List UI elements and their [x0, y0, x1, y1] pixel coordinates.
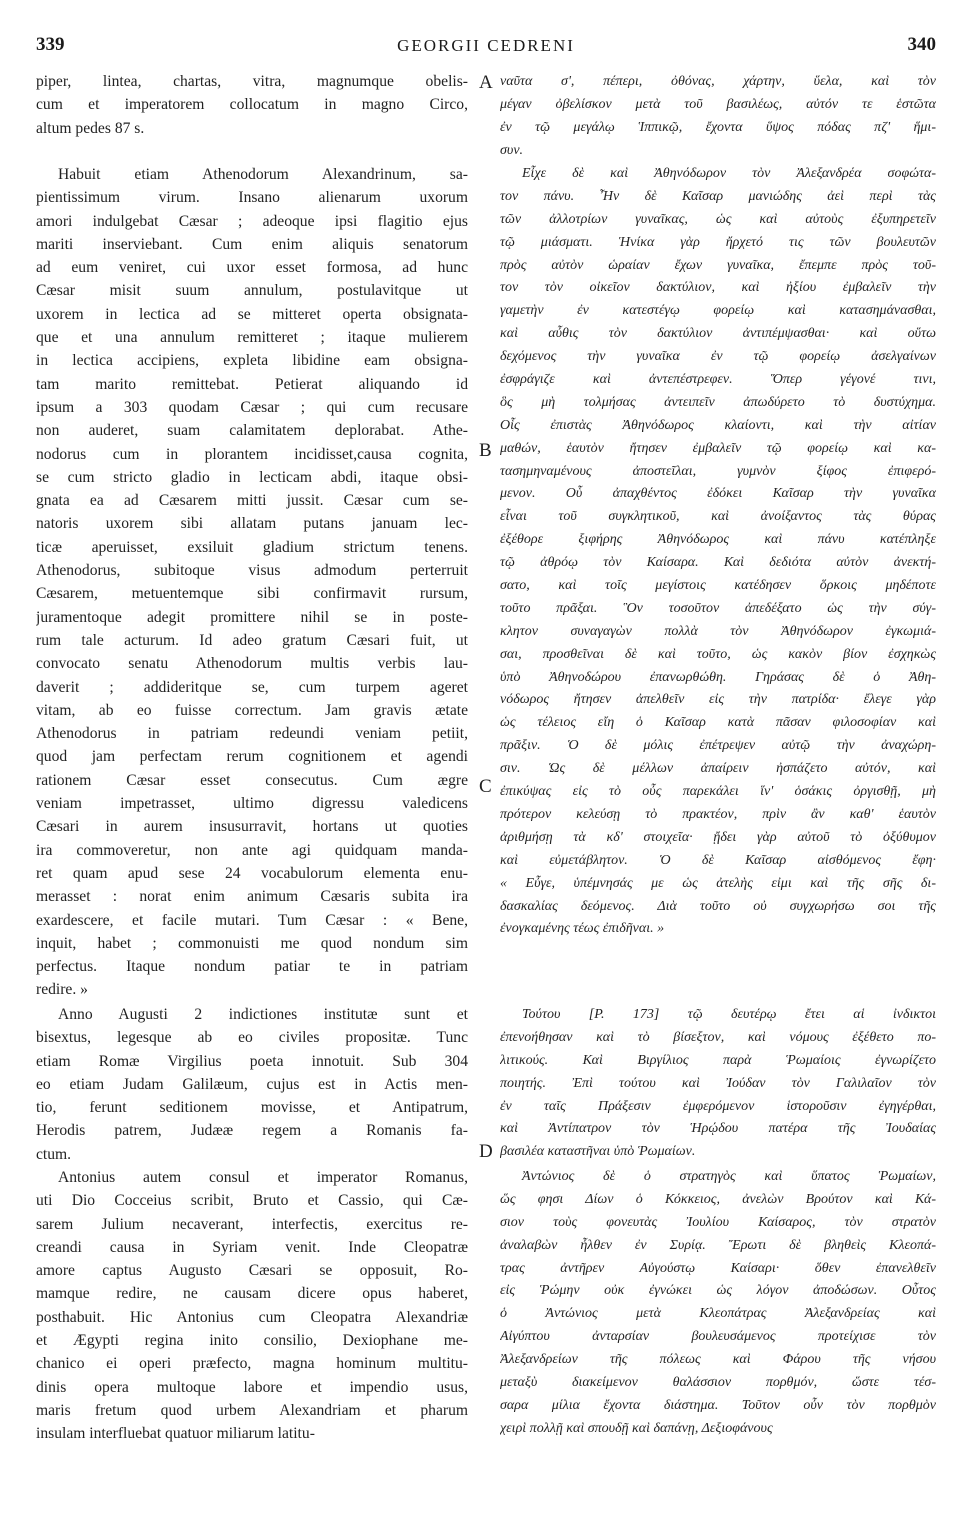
text-line: in lectica accipiens, expleta libidine eam obsigna- [36, 352, 468, 370]
text-line: σατο, καὶ τοῖς μεγίστοις κατέδησεν ὅρκοις μηδέποτε [500, 578, 936, 594]
text-line: πρᾶξιν. Ὁ δὲ μόλις ἐπέτρεψεν αὐτῷ τὴν ἀναχώρη- [500, 738, 936, 754]
text-line: inquit, habet ; commonuisti me quod nondum sim [36, 934, 468, 952]
text-line: τοῦτο πρᾶξαι. Ὃν τοσοῦτον ἀπεδέξατο ὡς τὴν σύγ- [500, 600, 936, 616]
text-line: redire. » [36, 981, 88, 999]
text-line: ἐν τῷ μεγάλῳ Ἱππικῷ, ἔχοντα ὕψος πόδας πζ' ἥμι- [500, 119, 936, 135]
text-line: bisextus, legesque ab eo civiles propositæ. Tunc [36, 1029, 468, 1047]
text-line: Athenodorus in patriam redeundi veniam petiit, [36, 725, 468, 743]
text-line: ad eum veniret, cui uxor esset formosa, ad hunc [36, 259, 468, 277]
text-line: τῶν ἀλλοτρίων γυναῖκας, ὡς καὶ αὐτοὺς ἐξυπηρετεῖν [500, 211, 936, 227]
text-line: σιον τοὺς φονευτὰς Ἰουλίου Καίσαρος, τὸν στρατὸν [500, 1214, 936, 1230]
text-line: ctum. [36, 1145, 72, 1163]
running-title: GEORGII CEDRENI [397, 36, 575, 55]
text-line: Οἷς ἐπιστὰς Ἀθηνόδωρος κλαίοντι, καὶ τὴν αἰτίαν [500, 417, 936, 433]
text-line: Antonius autem consul et imperator Romanus, [58, 1169, 468, 1186]
greek-column-part-3 [500, 1004, 936, 1164]
text-line: ἀναλαβὼν ἦλθεν ἐν Συρίᾳ. Ἔρωτι δὲ βληθεὶς Κλεοπά- [500, 1237, 936, 1253]
text-line: Habuit etiam Athenodorum Alexandrinum, sa- [58, 166, 468, 183]
greek-column-part-4 [500, 1166, 936, 1441]
latin-paragraph-3 [36, 1003, 468, 1166]
text-line: Athenodorus, subitoque visus admodum perterruit [36, 562, 468, 580]
text-line: σιν. Ὡς δὲ μέλλων ἀπαίρειν ἠσπάζετο αὐτόν, καὶ [500, 761, 936, 777]
text-line: ποιητής. Ἐπὶ τούτου καὶ Ἰούδαν τὸν Γαλιλαῖον τὸν [500, 1075, 936, 1091]
text-line: Τούτου [P. 173] τῷ δευτέρῳ ἔτει αἱ ἰνδικτοι [522, 1007, 936, 1022]
greek-paragraph-3 [500, 1004, 936, 1164]
text-line: ἀριθμήσῃ τὰ κδ' στοιχεῖα· ᾔδει γὰρ αὐτοῦ τὸ ὀξύθυμον [500, 829, 936, 845]
text-line: veniam impetrasset, ultimo digressu valedicens [36, 795, 468, 813]
text-line: se cum stricto gladio in lecticam abdi, itaque obsi- [36, 468, 468, 486]
text-line: merasset : norat enim animum Cæsaris subita ira [36, 888, 468, 906]
text-line: καὶ εὐμετάβλητον. Ὁ δὲ Καῖσαρ αἰσθόμενος ἔφη· [500, 852, 936, 868]
text-line: ret quam apud sese 24 vocabulorum elementa enu- [36, 864, 468, 882]
text-line: Εἶχε δὲ καὶ Ἀθηνόδωρον τὸν Ἀλεξανδρέα σοφώτα- [522, 166, 936, 181]
greek-paragraph-1 [500, 71, 936, 163]
text-line: tio, ferunt seditionem movisse, et Antipatrum, [36, 1099, 468, 1117]
text-line: natoris uxorem sibi allatam putans januam lec- [36, 515, 468, 533]
text-line: εἶναι τοῦ συγκλητικοῦ, καὶ ἀνοίξαντος τὰς θύρας [500, 509, 936, 525]
text-line: μενον. Οὗ ἀπαχθέντος ἐδόκει Καῖσαρ τὴν γυναῖκα [500, 486, 936, 502]
text-line: βασιλέα καταστῆναι ὑπὸ Ῥωμαίων. [500, 1144, 696, 1160]
text-line: τασημηναμένους ἀποστεῖλαι, γυμνὸν ξίφος ἐπιφερό- [500, 463, 936, 479]
text-line: Ἀντώνιος δὲ ὁ στρατηγὸς καὶ ὕπατος Ῥωμαίων, [522, 1169, 936, 1184]
text-line: τον πάνυ. Ἦν δὲ Καῖσαρ μανιώδης ἀεὶ περὶ τὰς [500, 188, 936, 204]
text-line: ὥς φησι Δίων ὁ Κόκκειος, ἀνελὼν Βρούτον καὶ Κά- [500, 1191, 936, 1207]
latin-paragraph-1 [36, 70, 468, 140]
text-line: ipsum a 303 quodam Cæsar ; qui cum recusare [36, 398, 468, 416]
text-line: δασκαλίας δεόμενος. Διὰ τοῦτο οὐ συγχωρήσω σοι τῆς [500, 898, 936, 914]
text-line: γαμετὴν ἐν κατεστέγῳ φορείῳ καὶ κατασημάνασθαι, [500, 303, 936, 319]
text-line: amori indulgebat Cæsar ; adeoque ipsi flagitio ejus [36, 212, 468, 230]
text-line: κλητον συναγαγὼν πολλὰ τὸν Ἀθηνόδωρον ἐγκωμιά- [500, 623, 936, 639]
text-line: συν. [500, 142, 524, 158]
text-line: vitam, ab eo fuisse correctum. Jam gravis ætate [36, 701, 468, 719]
latin-column [36, 70, 468, 140]
text-line: creandi causa in Syriam venit. Inde Cleopatræ [36, 1238, 468, 1256]
text-line: λιτικούς. Καὶ Βιργίλιος παρὰ Ῥωμαίοις ἐγνωρίζετο [500, 1052, 936, 1068]
latin-column-part-3 [36, 1003, 468, 1166]
text-line: rationem Cæsar esset consecutus. Cum ægre [36, 771, 468, 789]
text-line: σαρα μίλια ἔχοντα διάστημα. Τοῦτον οὖν τὸν πορθμὸν [500, 1397, 936, 1413]
text-line: ἐξέθορε ξιφήρης Ἀθηνόδωρος καὶ πάνυ κατέπληξε [500, 532, 936, 548]
text-line: Anno Augusti 2 indictiones institutæ sunt et [58, 1006, 468, 1023]
text-line: uti Dio Cocceius scribit, Bruto et Cassio, qui Cæ- [36, 1192, 468, 1210]
text-line: eo etiam Judam Galilæum, cujus est in Actis men- [36, 1075, 468, 1093]
text-line: τρας ἀντῆρεν Αὐγούστῳ Καίσαρι· ὅθεν ἐπανελθεῖν [500, 1260, 936, 1276]
margin-marker-b: B [479, 440, 492, 461]
latin-column-part-4 [36, 1166, 468, 1446]
greek-column [500, 71, 936, 163]
latin-paragraph-4 [36, 1166, 468, 1446]
text-line: rum tale acturum. Id adeo gratum Cæsari fuit, ut [36, 631, 468, 649]
text-line: amore captus Augusto Cæsari se opposuit, Ro- [36, 1262, 468, 1280]
text-line: piper, lintea, chartas, vitra, magnumque obelis- [36, 73, 468, 90]
text-line: ἐπενοήθησαν καὶ τὸ βίσεξτον, καὶ νόμους ἐξέθετο πο- [500, 1029, 936, 1045]
text-line: pientissimum virum. Insano alienarum uxorum [36, 189, 468, 207]
greek-paragraph-4 [500, 1166, 936, 1441]
text-line: ἐνογκαμένης τέως ἐπιδῆναι. » [500, 921, 665, 937]
text-line: « Εὖγε, ὑπέμνησάς με ὡς ἀτελὴς εἰμι καὶ τῆς σῆς δι- [500, 875, 936, 891]
text-line: εἰς Ῥώμην οὐκ ἐγνώκει ὡς λόγον ἀποδώσων. Οὗτος [500, 1283, 936, 1299]
text-line: τῷ μιάσματι. Ἡνίκα γὰρ ἤρχετό τις τῶν βουλευτῶν [500, 234, 936, 250]
margin-marker-d: D [479, 1141, 493, 1162]
text-line: νόδωρος ἤτησεν ἀπελθεῖν εἰς τὴν πατρίδα· ἔλεγε γὰρ [500, 692, 936, 708]
text-line: τῷ ἀθρόῳ τὸν Καίσαρα. Καὶ δεδιότα αὐτὸν ἀνεκτή- [500, 555, 936, 571]
text-line: Αἰγύπτου ἀνταρσίαν βουλευσάμενος προτείχισε τὸν [500, 1329, 936, 1345]
text-line: Cæsari in aurem insusurravit, hortans ut quoties [36, 818, 468, 836]
text-line: daverit ; addideritque se, cum turpem ageret [36, 678, 468, 696]
greek-paragraph-2 [500, 163, 936, 941]
text-line: Ἀλεξανδρείων τῆς πόλεως καὶ Φάρου τῆς νήσου [500, 1352, 936, 1368]
text-line: uxorem in lectica ad se mitteret operta obsignata- [36, 305, 468, 323]
margin-marker-c: C [479, 776, 492, 797]
text-line: perfectus. Itaque nondum patiar te in patriam [36, 958, 468, 976]
text-line: posthabuit. Hic Antonius cum Cleopatra Alexandriæ [36, 1308, 468, 1326]
text-line: μεταξὺ διακείμενον θαλάσσιον πορθμόν, ὥστε τέσ- [500, 1375, 936, 1391]
text-line: ὃς μὴ τολμήσας ἀντειπεῖν ἀπωδύρετο τὸ δυστύχημα. [500, 394, 936, 410]
latin-paragraph-2 [36, 163, 468, 1002]
text-line: ἐπικύψας εἰς τὸ οὖς παρεκάλει ἵν' ὁσάκις ὀργισθῇ, μὴ [500, 784, 936, 800]
text-line: Herodis patrem, Judææ regem a Romanis fa- [36, 1122, 468, 1140]
text-line: juramentoque adegit promittere nihil se in poste- [36, 608, 468, 626]
text-line: non auderet, suam calamitatem deplorabat. Athe- [36, 422, 468, 440]
text-line: Cæsarem, metuentemque sibi confirmavit rursum, [36, 585, 468, 603]
text-line: maris fretum quod urbem Alexandriam et pharum [36, 1401, 468, 1419]
text-line: χειρὶ πολλῇ καὶ σπουδῇ καὶ δαπάνῃ, Δεξιοφάνους [500, 1420, 773, 1436]
text-line: σαι, προσθεῖναι δὲ καὶ τοῦτο, ὡς κακὸν βίον ἐσχηκὼς [500, 646, 936, 662]
text-line: exardescere, et facile mutari. Tum Cæsar : « Bene, [36, 911, 468, 929]
text-line: πρὸς αὐτὸν ὡραίαν ἔχων γυναῖκα, ἔπεμπε πρὸς τοῦ- [500, 257, 936, 273]
text-line: πρότερον κελεύσῃ τὸ πρακτέον, πρὶν ἂν καθ' ἑαυτὸν [500, 806, 936, 822]
text-line: καὶ αὖθις τὸν δακτύλιον ἀντιπέμψασθαι· καὶ οὕτω [500, 326, 936, 342]
greek-column-part-2 [500, 163, 936, 941]
text-line: τον τὸν οἰκεῖον δακτύλιον, καὶ ἠξίου ἐμβαλεῖν τὴν [500, 280, 936, 296]
text-line: altum pedes 87 s. [36, 119, 145, 137]
text-line: μέγαν ὀβελίσκον μετὰ τοῦ βασιλέως, αὐτόν τε ἑστῶτα [500, 96, 936, 112]
text-line: ναῦτα σ', πέπερι, ὀθόνας, χάρτην, ὕελα, καὶ τὸν [500, 74, 936, 89]
text-line: ὁ Ἀντώνιος μετὰ Κλεοπάτρας Ἀλεξανδρείας καὶ [500, 1306, 936, 1322]
text-line: ticæ aperuisset, exsiluit gladium strictum tenens. [36, 538, 468, 556]
text-line: dinis opera multoque labore et impendio usus, [36, 1378, 468, 1396]
text-line: καὶ Ἀντίπατρον τὸν Ἡρῴδου πατέρα τῆς Ἰουδαίας [500, 1121, 936, 1137]
text-line: et Ægypti regina inito consilio, Dexiophane me- [36, 1332, 468, 1350]
text-line: cum et imperatorem collocatum in magno Circo, [36, 96, 468, 114]
text-line: etiam Romæ Virgilius poeta innotuit. Sub 304 [36, 1052, 468, 1070]
text-line: quod jam perfectam rerum cognitionem et agendi [36, 748, 468, 766]
text-line: mamque redire, ne causam dicere opus haberet, [36, 1285, 468, 1303]
text-line: nodorus cum in plorantem incidisset,causa cognita, [36, 445, 468, 463]
text-line: μαθών, ἑαυτὸν ἤτησεν ἐμβαλεῖν τῷ φορείῳ καὶ κα- [500, 440, 936, 456]
text-line: sarem Julium necaverant, interfectis, exercitus re- [36, 1215, 468, 1233]
text-line: ὡς τέλειος εἴη ὁ Καῖσαρ κατὰ πᾶσαν φιλοσοφίαν καὶ [500, 715, 936, 731]
running-head [36, 34, 936, 58]
text-line: insulam interfluebat quatuor miliarum latitu- [36, 1425, 315, 1443]
text-line: convocato senatu Athenodorum multis verbis lau- [36, 655, 468, 673]
text-line: δεχόμενος τὴν γυναῖκα ἐν τῷ φορείῳ ἀσελγαίνων [500, 349, 936, 365]
text-line: gnata ea ad Cæsarem mitti jussit. Cæsar cum se- [36, 492, 468, 510]
page-number-right: 340 [907, 34, 936, 55]
text-line: ἐν ταῖς Πράξεσιν ἐμφερόμενον ἱστοροῦσιν ἐγηγέρθαι, [500, 1098, 936, 1114]
text-line: tam marito remittebat. Petierat aliquando id [36, 375, 468, 393]
margin-marker-a: A [479, 72, 493, 93]
text-line: mariti inserviebant. Cum enim aliquis senatorum [36, 235, 468, 253]
text-line: ira commoveretur, non ante agi quidquam manda- [36, 841, 468, 859]
latin-column-part-2 [36, 163, 468, 1002]
text-line: ὑπὸ Ἀθηνοδώρου ἐπανωρθώθη. Γηράσας δὲ ὁ Ἀθη- [500, 669, 936, 685]
text-line: ἐσφράγιζε καὶ ἀντεπέστρεφεν. Ὅπερ γέγονέ τινι, [500, 372, 936, 388]
text-line: que et una annulum remitteret ; itaque mulierem [36, 329, 468, 347]
text-line: chanico ei operi præfecto, magna hominum multitu- [36, 1355, 468, 1373]
page-number-left: 339 [36, 34, 65, 55]
text-line: Cæsar misit suum annulum, postulavitque ut [36, 282, 468, 300]
